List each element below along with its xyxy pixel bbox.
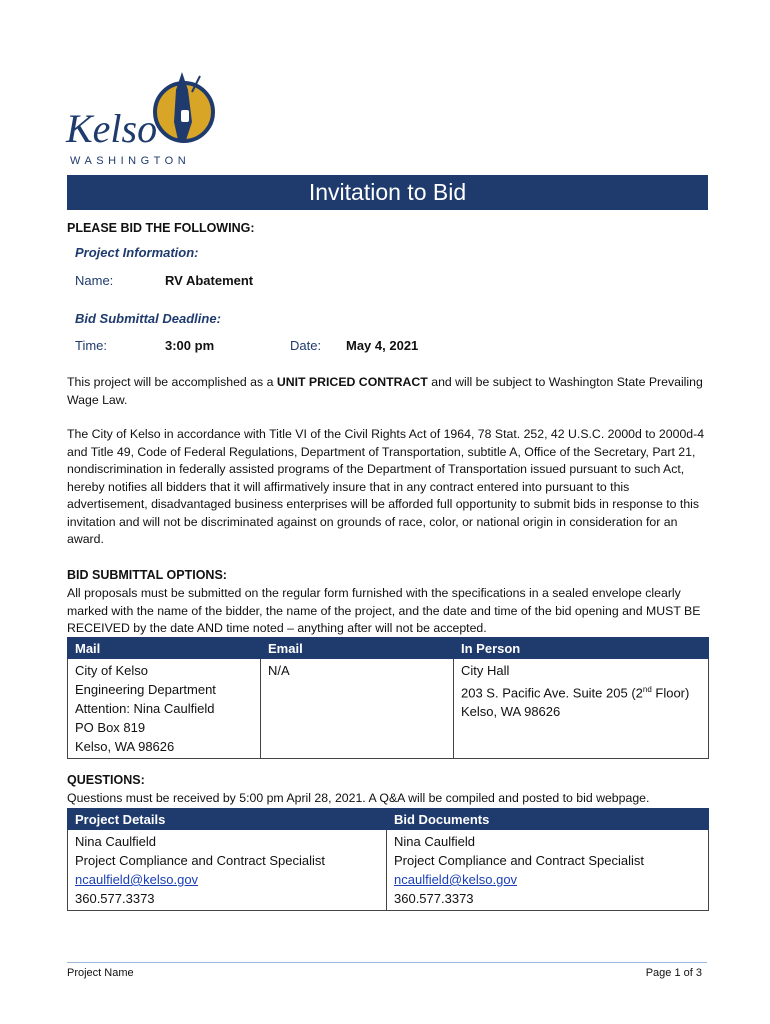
time-value: 3:00 pm (165, 338, 215, 353)
project-info-label: Project Information: (75, 245, 199, 260)
details-email-link[interactable]: ncaulfield@kelso.gov (75, 872, 199, 887)
please-bid-heading: PLEASE BID THE FOLLOWING: (67, 221, 255, 235)
questions-text: Questions must be received by 5:00 pm April 28, 2021. A Q&A will be compiled and posted to bid webpage. (67, 791, 650, 805)
in-person-header: In Person (454, 638, 709, 659)
date-label: Date: (290, 338, 322, 353)
contacts-table (67, 808, 709, 911)
bid-documents-cell: Nina Caulfield Project Compliance and Contract Specialist ncaulfield@kelso.gov 360.577.3373 (387, 830, 709, 911)
footer-divider (67, 962, 707, 963)
mail-cell: City of Kelso Engineering Department Attention: Nina Caulfield PO Box 819 Kelso, WA 98626 (68, 659, 261, 759)
page-title: Invitation to Bid (67, 175, 708, 210)
project-details-header: Project Details (68, 809, 387, 830)
documents-email-link[interactable]: ncaulfield@kelso.gov (394, 872, 518, 887)
bid-documents-header: Bid Documents (387, 809, 709, 830)
civil-rights-paragraph: The City of Kelso in accordance with Title VI of the Civil Rights Act of 1964, 78 Stat. 252, 42 U.S.C. 2000d to 2000d-4 and Title 49, Code of Federal Regulations, Department of Transportation, subtitle A, Office of the Secretary, Part 21, nondiscrimination in federally assisted programs of the Department of Transportation issued pursuant to such Act, hereby notifies all bidders that it will affirmatively insure that in any contract entered into pursuant to this advertisement, disadvantaged business enterprises will be afforded full opportunity to submit bids in response to this invitation and will not be discriminated against on grounds of race, color, or national origin in consideration for an award. (67, 427, 705, 546)
mail-header: Mail (68, 638, 261, 659)
project-details-cell: Nina Caulfield Project Compliance and Contract Specialist ncaulfield@kelso.gov 360.577.3373 (68, 830, 387, 911)
footer-page-number: Page 1 of 3 (645, 967, 702, 979)
options-heading: BID SUBMITTAL OPTIONS: (67, 568, 227, 582)
email-header: Email (261, 638, 454, 659)
logo-sub: WASHINGTON (70, 155, 191, 167)
time-label: Time: (75, 338, 108, 353)
footer-left: Project Name (67, 967, 134, 979)
submittal-table (67, 637, 709, 759)
in-person-cell: City Hall 203 S. Pacific Ave. Suite 205 (2nd Floor) Kelso, WA 98626 (454, 659, 709, 759)
questions-heading: QUESTIONS: (67, 773, 145, 787)
contract-paragraph: This project will be accomplished as a UNIT PRICED CONTRACT and will be subject to Washington State Prevailing Wage Law. (67, 375, 703, 407)
name-label: Name: (75, 273, 114, 288)
deadline-label: Bid Submittal Deadline: (75, 311, 221, 326)
kelso-logo (64, 62, 224, 170)
logo-name: Kelso (66, 106, 158, 151)
date-value: May 4, 2021 (346, 338, 419, 353)
options-text: All proposals must be submitted on the regular form furnished with the specifications in a sealed envelope clearly marked with the name of the bidder, the name of the project, and the date and time of the bid opening and MUST BE RECEIVED by the date AND time noted – anything after will not be accepted. (67, 586, 701, 635)
name-value: RV Abatement (165, 273, 254, 288)
email-cell: N/A (261, 659, 454, 759)
